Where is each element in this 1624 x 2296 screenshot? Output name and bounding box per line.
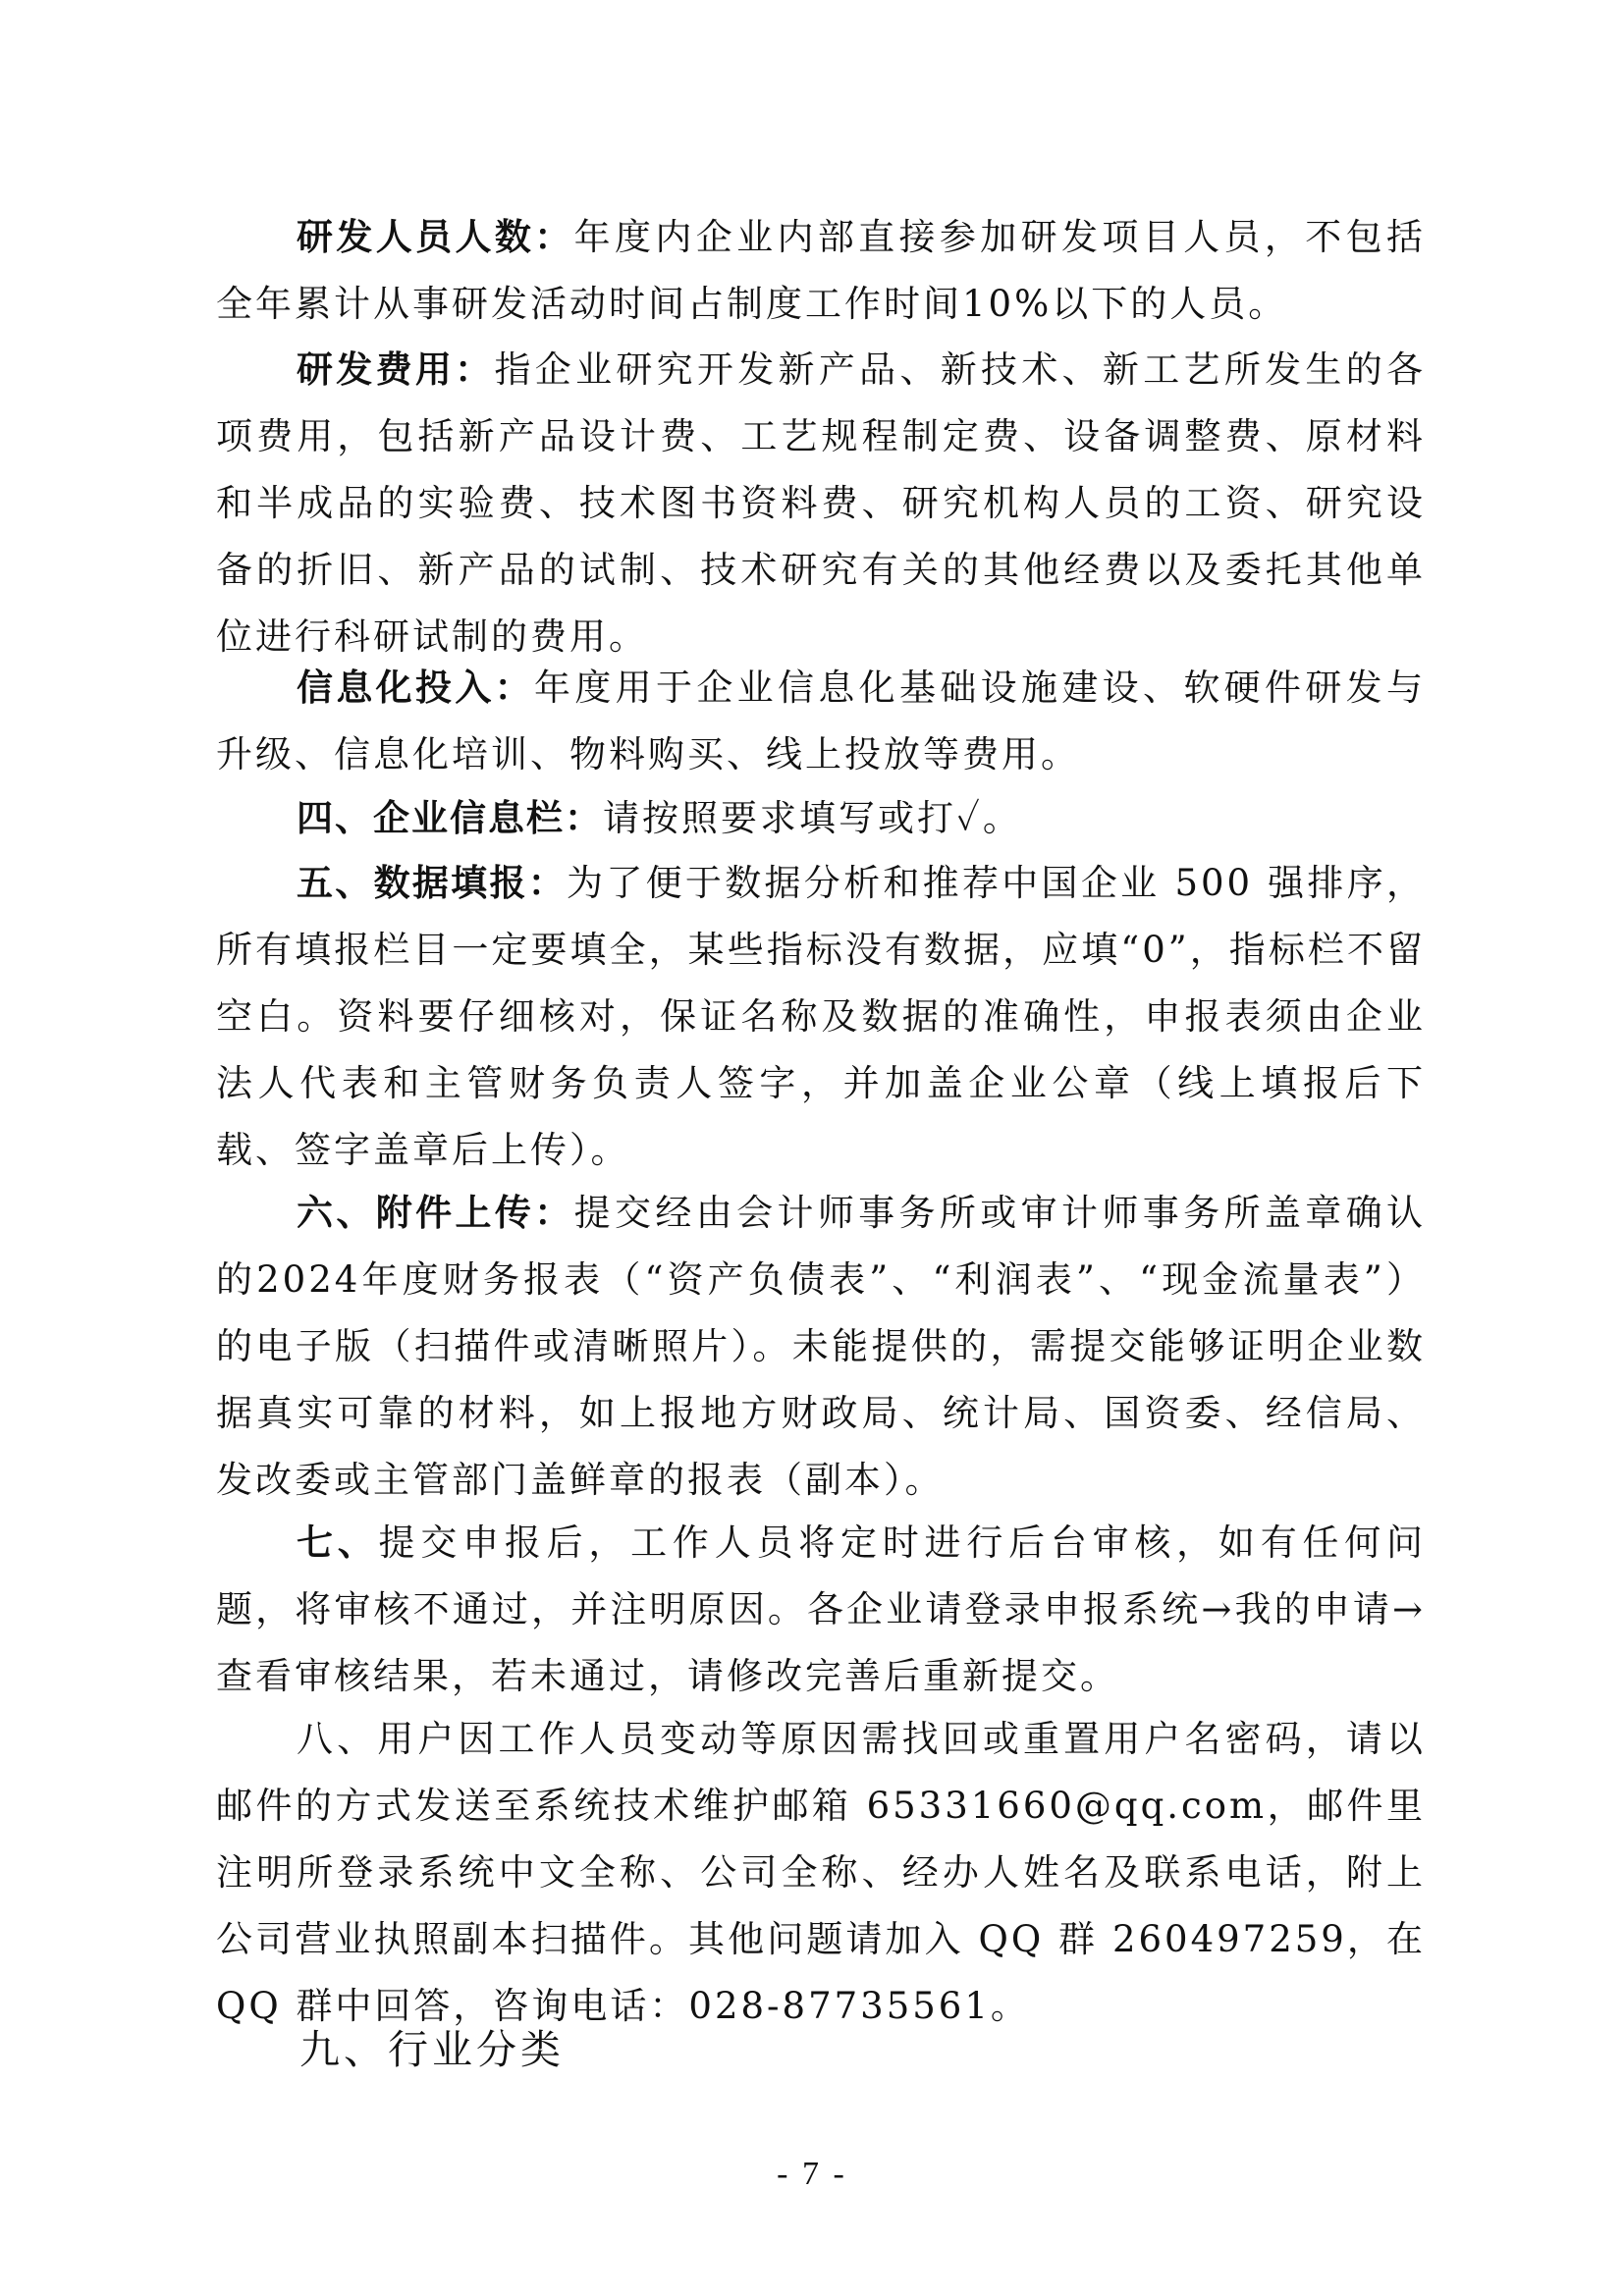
paragraph-rd-staff	[216, 204, 1426, 338]
term-label: 七、	[297, 1522, 379, 1564]
term-label: 研发费用：	[297, 348, 495, 391]
paragraph-company-info	[216, 785, 1426, 852]
term-label: 四、企业信息栏：	[297, 797, 603, 839]
section-heading: 九、行业分类	[299, 2026, 565, 2073]
term-label: 信息化投入：	[297, 667, 534, 709]
term-label: 五、数据填报：	[297, 862, 568, 904]
paragraph-text: 请按照要求填写或打✓。	[603, 797, 1022, 839]
term-label: 研发人员人数：	[297, 216, 574, 258]
paragraph-text: 年度内企业内部直接参加研发项目人员，不包括全年累计从事研发活动时间占制度工作时间10%以下的人员。	[216, 216, 1426, 325]
paragraph-text: 提交经由会计师事务所或审计师事务所盖章确认的2024年度财务报表（“资产负债表”、“利润表”、“现金流量表”）的电子版（扫描件或清晰照片）。未能提供的，需提交能够证明企业数据真实可靠的材料，如上报地方财政局、统计局、国资委、经信局、发改委或主管部门盖鲜章的报表（副本）。	[216, 1192, 1426, 1501]
term-label: 六、附件上传：	[297, 1192, 574, 1234]
paragraph-text: 为了便于数据分析和推荐中国企业 500 强排序，所有填报栏目一定要填全，某些指标没有数据，应填“0”，指标栏不留空白。资料要仔细核对，保证名称及数据的准确性，申报表须由企业法人代表和主管财务负责人签字，并加盖企业公章（线上填报后下载、签字盖章后上传）。	[216, 862, 1427, 1171]
paragraph-review	[216, 1510, 1426, 1710]
paragraph-rd-expense	[216, 337, 1426, 670]
paragraph-text: 八、用户因工作人员变动等原因需找回或重置用户名密码，请以邮件的方式发送至系统技术维护邮箱 65331660@qq.com，邮件里注明所登录系统中文全称、公司全称、经办人姓名及联系电话，附上公司营业执照副本扫描件。其他问题请加入 QQ 群 260497259，在 QQ 群中回答，咨询电话：028-87735561。	[216, 1718, 1426, 2027]
paragraph-password-reset	[216, 1706, 1426, 2040]
page-number: - 7 -	[777, 2156, 847, 2192]
paragraph-attachment-upload	[216, 1180, 1426, 1514]
paragraph-text: 提交申报后，工作人员将定时进行后台审核，如有任何问题，将审核不通过，并注明原因。各企业请登录申报系统→我的申请→查看审核结果，若未通过，请修改完善后重新提交。	[216, 1522, 1427, 1697]
paragraph-text: 指企业研究开发新产品、新技术、新工艺所发生的各项费用，包括新产品设计费、工艺规程制定费、设备调整费、原材料和半成品的实验费、技术图书资料费、研究机构人员的工资、研究设备的折旧、新产品的试制、技术研究有关的其他经费以及委托其他单位进行科研试制的费用。	[216, 348, 1427, 658]
paragraph-it-investment	[216, 655, 1426, 788]
paragraph-data-filling	[216, 850, 1426, 1184]
paragraph-text: 年度用于企业信息化基础设施建设、软硬件研发与升级、信息化培训、物料购买、线上投放等费用。	[216, 667, 1426, 775]
